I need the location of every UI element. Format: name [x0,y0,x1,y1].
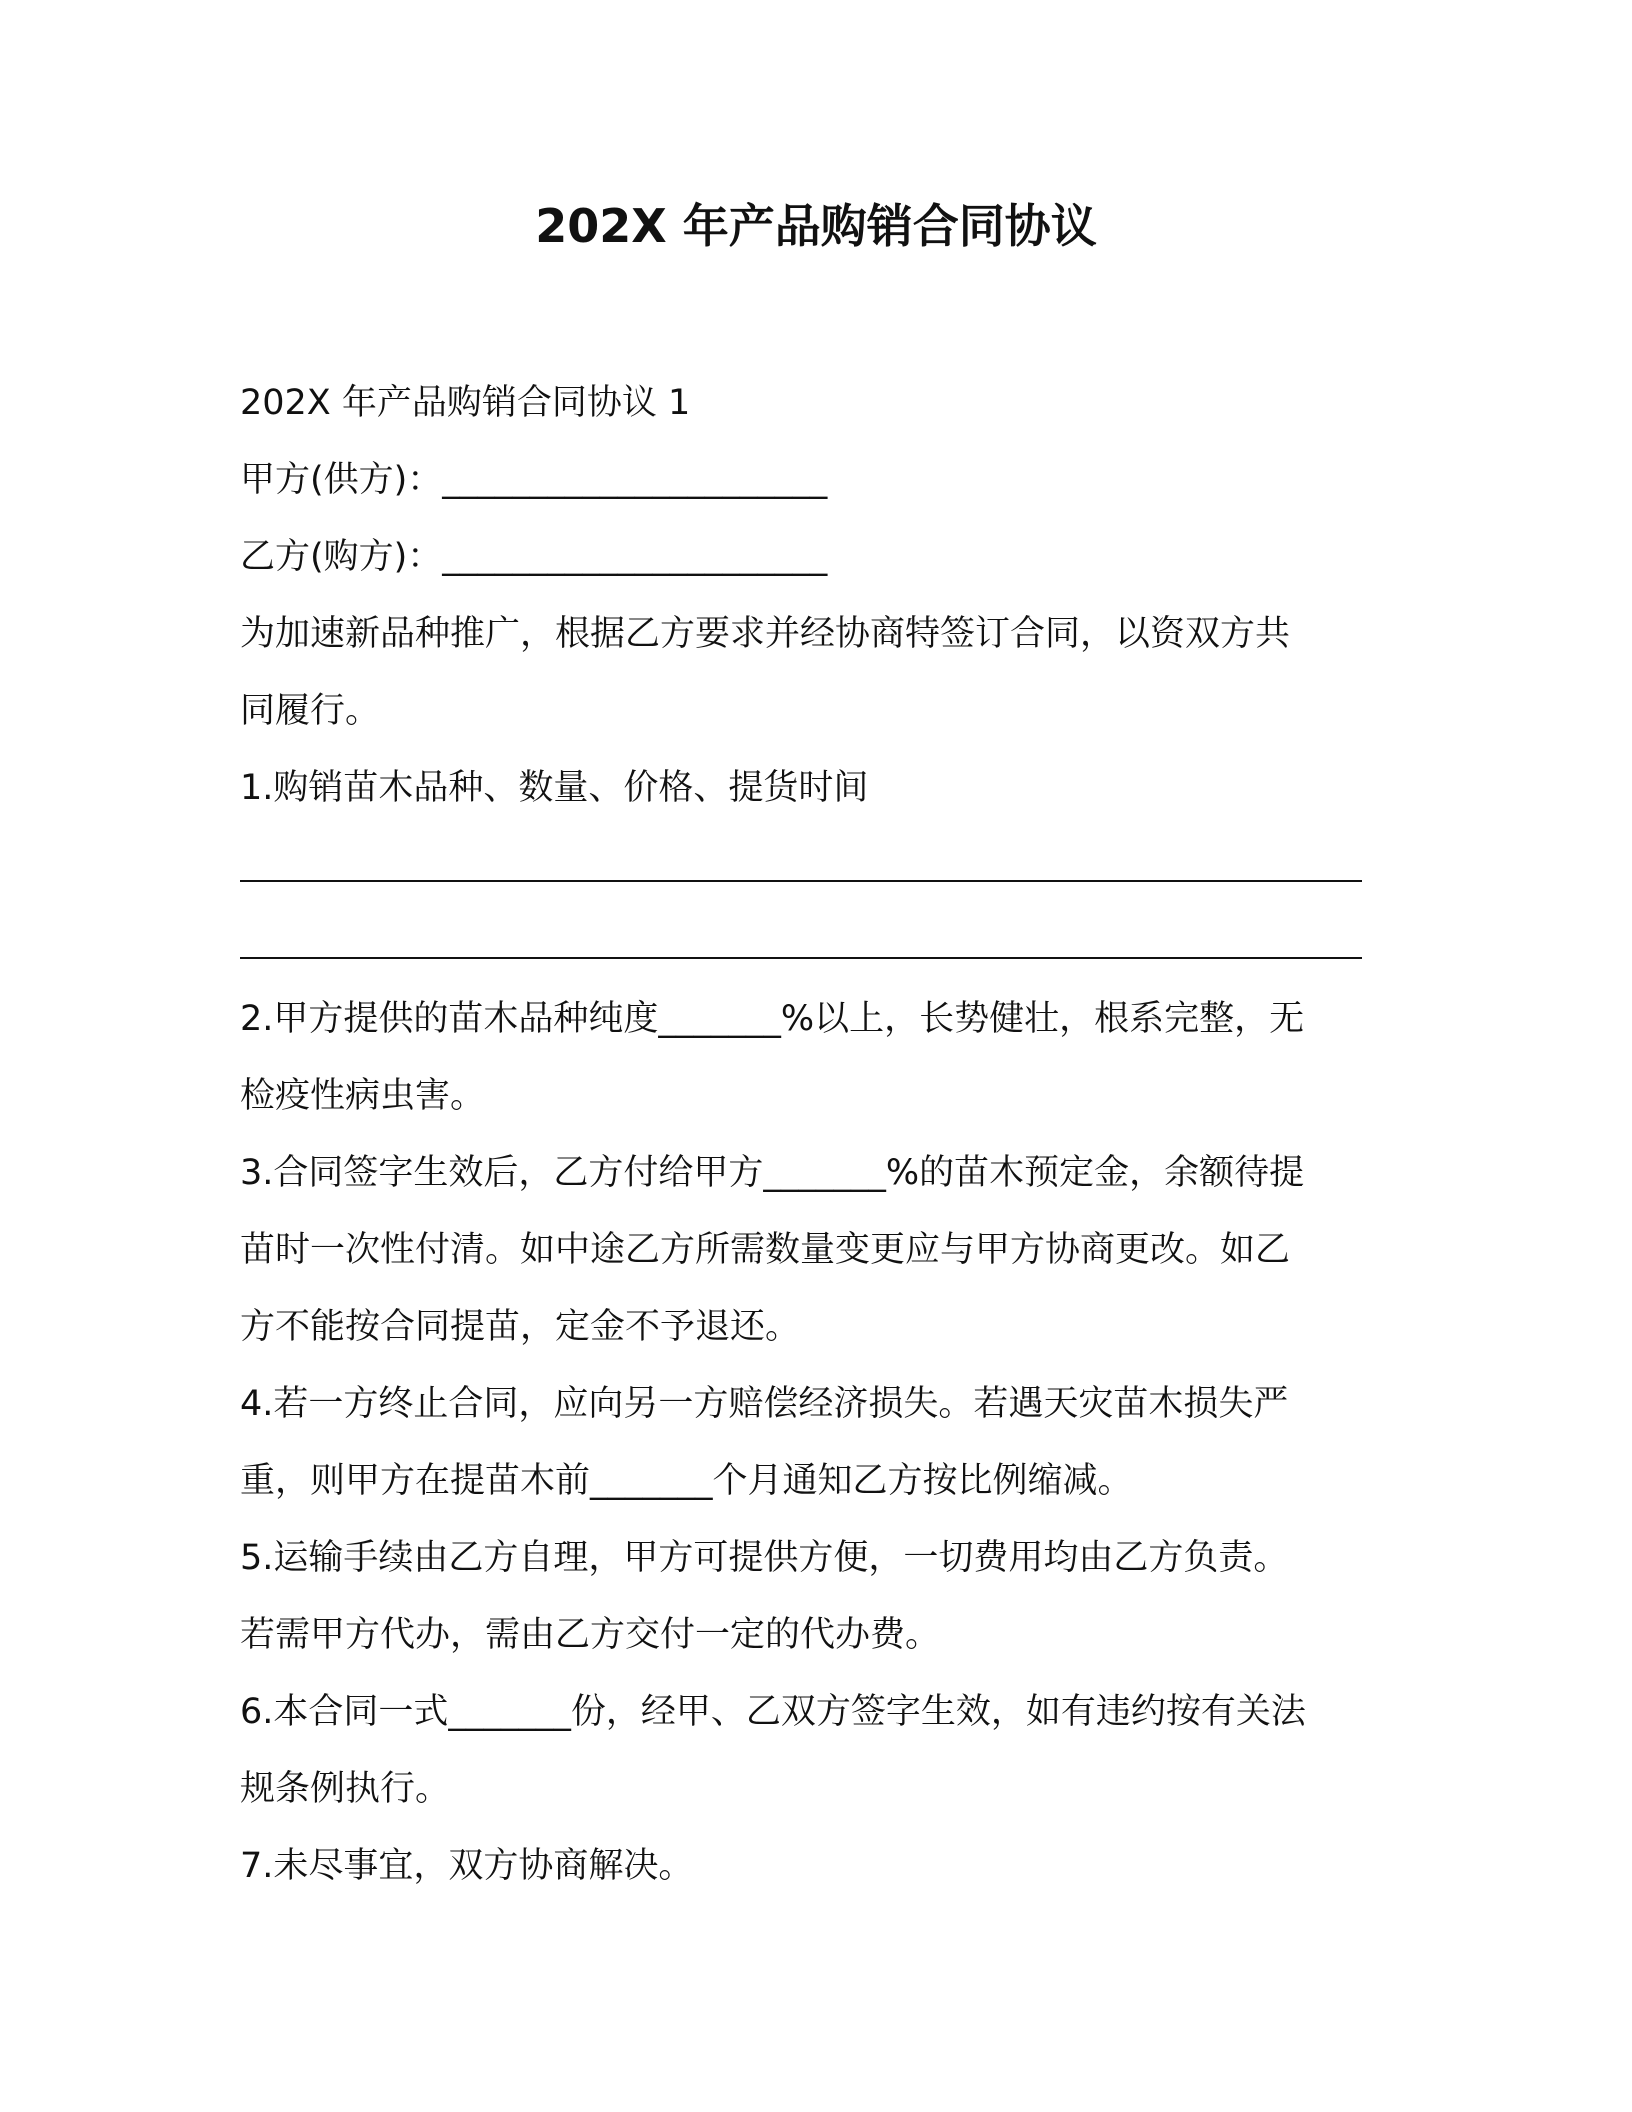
document-body [240,365,1390,1905]
party-b-line: 乙方(购方)：______________________ [240,537,828,577]
clause-2-line-2: 检疫性病虫害。 [240,1076,486,1116]
document-title: 202X 年产品购销合同协议 [535,199,1097,253]
clause-4-line-2: 重，则甲方在提苗木前_______个月通知乙方按比例缩减。 [240,1461,1133,1501]
intro-line-2: 同履行。 [240,691,381,731]
clause-6-line-2: 规条例执行。 [240,1769,451,1809]
clause-7-line: 7.未尽事宜，双方协商解决。 [240,1846,694,1886]
clause-4-line-1: 4.若一方终止合同，应向另一方赔偿经济损失。若遇天灾苗木损失严 [240,1384,1289,1424]
clause-5-line-2: 若需甲方代办，需由乙方交付一定的代办费。 [240,1615,941,1655]
blank-rule-line-2 [240,904,1390,981]
clause-3-line-3: 方不能按合同提苗，定金不予退还。 [240,1307,801,1347]
intro-line-1: 为加速新品种推广，根据乙方要求并经协商特签订合同，以资双方共 [240,614,1291,654]
blank-rule-line-1 [240,827,1390,904]
clause-2-line-1: 2.甲方提供的苗木品种纯度_______%以上，长势健壮，根系完整，无 [240,999,1305,1039]
clause-1-line: 1.购销苗木品种、数量、价格、提货时间 [240,768,869,808]
clause-3-line-2: 苗时一次性付清。如中途乙方所需数量变更应与甲方协商更改。如乙 [240,1230,1291,1270]
party-a-line: 甲方(供方)：______________________ [240,460,828,500]
clause-6-line-1: 6.本合同一式_______份，经甲、乙双方签字生效，如有违约按有关法 [240,1692,1306,1732]
clause-5-line-1: 5.运输手续由乙方自理，甲方可提供方便，一切费用均由乙方负责。 [240,1538,1289,1578]
subtitle-line: 202X 年产品购销合同协议 1 [240,383,691,423]
clause-3-line-1: 3.合同签字生效后，乙方付给甲方_______%的苗木预定金，余额待提 [240,1153,1305,1193]
